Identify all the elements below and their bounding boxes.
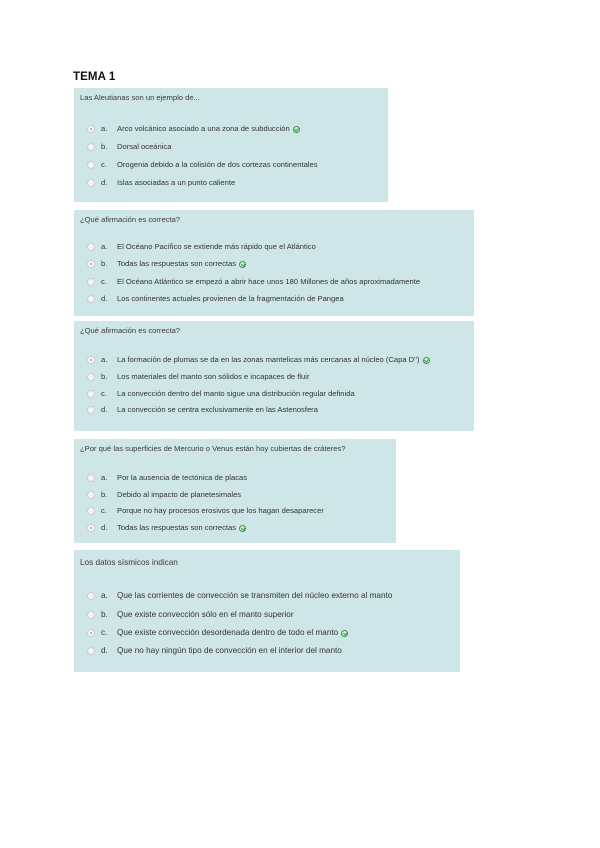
answer-option[interactable] <box>87 294 344 304</box>
answer-option[interactable] <box>87 591 392 601</box>
option-letter: d. <box>101 405 108 414</box>
option-text: Los materiales del manto son sólidos e incapaces de fluir <box>117 372 310 381</box>
option-text: Porque no hay procesos erosivos que los hagan desaparecer <box>117 506 324 515</box>
radio-button[interactable] <box>87 592 95 600</box>
answer-option[interactable] <box>87 646 342 656</box>
option-letter: a. <box>101 473 108 482</box>
radio-button[interactable] <box>87 125 95 133</box>
correct-check-icon <box>293 126 300 133</box>
option-text: Todas las respuestas son correctas <box>117 523 237 532</box>
radio-button[interactable] <box>87 647 95 655</box>
option-letter: d. <box>101 523 108 532</box>
correct-check-icon <box>341 630 348 637</box>
option-letter: c. <box>101 628 108 637</box>
option-text: Orogenia debido a la colisión de dos cortezas continentales <box>117 160 318 169</box>
radio-button[interactable] <box>87 406 95 414</box>
answer-option[interactable] <box>87 405 318 415</box>
option-letter: c. <box>101 160 107 169</box>
radio-button[interactable] <box>87 161 95 169</box>
option-text: Que las corrientes de convección se transmiten del núcleo externo al manto <box>117 591 393 600</box>
option-letter: d. <box>101 294 108 303</box>
answer-option[interactable] <box>87 372 309 382</box>
radio-button[interactable] <box>87 507 95 515</box>
option-letter: c. <box>101 389 107 398</box>
option-text: La convección dentro del manto sigue una distribución regular definida <box>117 389 355 398</box>
option-letter: b. <box>101 259 108 268</box>
answer-option[interactable] <box>87 242 316 252</box>
option-text: El Océano Pacífico se extiende más rápido que el Atlántico <box>117 242 316 251</box>
option-text: Que existe convección sólo en el manto superior <box>117 610 294 619</box>
radio-button[interactable] <box>87 179 95 187</box>
option-letter: c. <box>101 506 107 515</box>
option-letter: a. <box>101 124 108 133</box>
answer-option[interactable] <box>87 490 241 500</box>
question-text: ¿Qué afirmación es correcta? <box>80 326 181 335</box>
radio-button[interactable] <box>87 611 95 619</box>
radio-button[interactable] <box>87 260 95 268</box>
radio-button[interactable] <box>87 243 95 251</box>
answer-option[interactable] <box>87 124 300 134</box>
option-letter: d. <box>101 646 108 655</box>
radio-button[interactable] <box>87 390 95 398</box>
option-text: Islas asociadas a un punto caliente <box>117 178 236 187</box>
correct-check-icon <box>239 525 246 532</box>
answer-option[interactable] <box>87 628 348 638</box>
answer-option[interactable] <box>87 178 235 188</box>
question-text: Los datos sísmicos indican <box>80 558 178 567</box>
correct-check-icon <box>239 261 246 268</box>
option-letter: b. <box>101 490 108 499</box>
option-text: Arco volcánico asociado a una zona de subducción <box>117 124 290 133</box>
correct-check-icon <box>423 357 430 364</box>
answer-option[interactable] <box>87 160 318 170</box>
option-letter: b. <box>101 610 108 619</box>
option-text: Debido al impacto de planetesimales <box>117 490 242 499</box>
option-text: Todas las respuestas son correctas <box>117 259 237 268</box>
option-letter: a. <box>101 591 108 600</box>
option-letter: c. <box>101 277 107 286</box>
answer-option[interactable] <box>87 142 171 152</box>
option-letter: b. <box>101 142 108 151</box>
answer-option[interactable] <box>87 506 324 516</box>
option-text: Los continentes actuales provienen de la fragmentación de Pangea <box>117 294 344 303</box>
option-letter: b. <box>101 372 108 381</box>
question-text: Las Aleutianas son un ejemplo de... <box>80 93 200 102</box>
radio-button[interactable] <box>87 278 95 286</box>
answer-option[interactable] <box>87 259 246 269</box>
radio-button[interactable] <box>87 629 95 637</box>
answer-option[interactable] <box>87 355 430 365</box>
radio-button[interactable] <box>87 524 95 532</box>
answer-option[interactable] <box>87 277 420 287</box>
page-title: TEMA 1 <box>73 71 116 83</box>
option-text: Que no hay ningún tipo de convección en el interior del manto <box>117 646 342 655</box>
radio-button[interactable] <box>87 373 95 381</box>
answer-option[interactable] <box>87 389 355 399</box>
option-letter: d. <box>101 178 108 187</box>
radio-button[interactable] <box>87 474 95 482</box>
radio-button[interactable] <box>87 143 95 151</box>
option-text: La convección se centra exclusivamente en las Astenosfera <box>117 405 318 414</box>
question-text: ¿Qué afirmación es correcta? <box>80 215 181 224</box>
radio-button[interactable] <box>87 295 95 303</box>
answer-option[interactable] <box>87 473 247 483</box>
question-text: ¿Por qué las superficies de Mercurio o Venus están hoy cubiertas de cráteres? <box>80 444 346 453</box>
answer-option[interactable] <box>87 610 294 620</box>
option-text: Dorsal oceánica <box>117 142 172 151</box>
radio-button[interactable] <box>87 491 95 499</box>
option-letter: a. <box>101 242 108 251</box>
option-letter: a. <box>101 355 108 364</box>
radio-button[interactable] <box>87 356 95 364</box>
option-text: Por la ausencia de tectónica de placas <box>117 473 248 482</box>
option-text: La formación de plumas se da en las zonas mantelicas más cercanas al núcleo (Capa D'') <box>117 355 420 364</box>
option-text: Que existe convección desordenada dentro de todo el manto <box>117 628 339 637</box>
answer-option[interactable] <box>87 523 246 533</box>
option-text: El Océano Atlántico se empezó a abrir hace unos 180 Millones de años aproximadamente <box>117 277 421 286</box>
